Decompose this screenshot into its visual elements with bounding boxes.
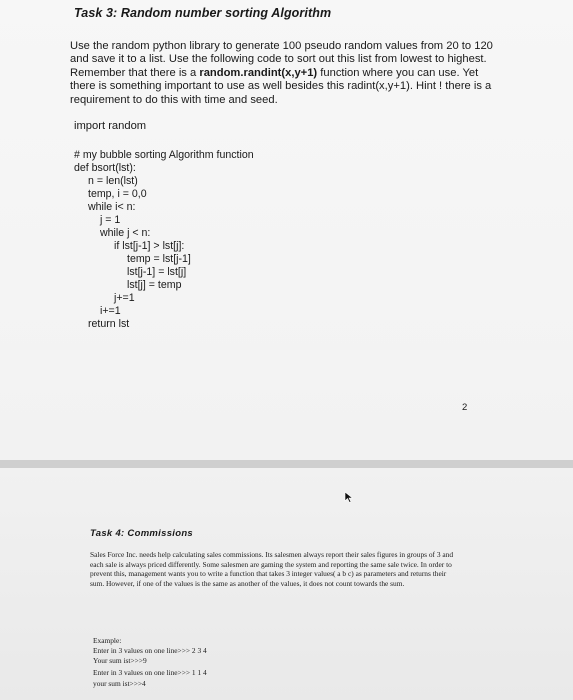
code-line: lst[j-1] = lst[j] [127, 266, 187, 278]
task3-description [70, 40, 500, 107]
example-line: Enter in 3 values on one line>>> 1 1 4 [93, 668, 207, 677]
page-number: 2 [462, 402, 468, 413]
page-separator [0, 460, 573, 468]
code-line: while i< n: [88, 201, 136, 213]
task4-description: Sales Force Inc. needs help calculating sales commissions. Its salesmen always report their sales figures in groups of 3 and each sale is always priced differently. Some salesmen are gaming the system and reporting the same sale twice. In order to prevent this, management wants you to write a function that takes 3 integer values( a b c) as parameters and returns their sum. However, if one of the values is the same as another of the values, it does not count towards the sum. [90, 550, 454, 588]
mouse-pointer-icon [344, 491, 354, 503]
example-line: Your sum ist>>>9 [93, 656, 147, 665]
code-line: n = len(lst) [88, 175, 138, 187]
example-line: your sum ist>>>4 [93, 679, 146, 688]
task3-desc-text-2: function where you can use. Yet there is something important to use as well besides this radint(x,y+1). Hint ! there is a requirement to do this with time and seed. [70, 66, 492, 106]
import-statement: import random [74, 120, 147, 132]
code-line: temp, i = 0,0 [88, 188, 147, 200]
task3-title: Task 3: Random number sorting Algorithm [74, 6, 332, 20]
code-line: j = 1 [100, 214, 121, 226]
code-line: lst[j] = temp [127, 279, 182, 291]
task3-desc-text-1: Use the random python library to generate 100 pseudo random values from 20 to 120 and save it to a list. Use the following code to sort out this list from lowest to highest. Remember that there is a [70, 40, 493, 79]
code-line: j+=1 [114, 292, 135, 304]
example-label: Example: [93, 636, 122, 645]
code-line: def bsort(lst): [74, 162, 136, 174]
code-line: # my bubble sorting Algorithm function [74, 149, 254, 161]
task3-desc-bold: random.randint(x,y+1) [199, 66, 318, 79]
code-line: return lst [88, 318, 130, 330]
task4-title: Task 4: Commissions [90, 528, 194, 539]
example-line: Enter in 3 values on one line>>> 2 3 4 [93, 646, 207, 655]
code-line: while j < n: [100, 227, 151, 239]
code-line: if lst[j-1] > lst[j]: [114, 240, 185, 252]
code-line: temp = lst[j-1] [127, 253, 191, 265]
code-line: i+=1 [100, 305, 121, 317]
